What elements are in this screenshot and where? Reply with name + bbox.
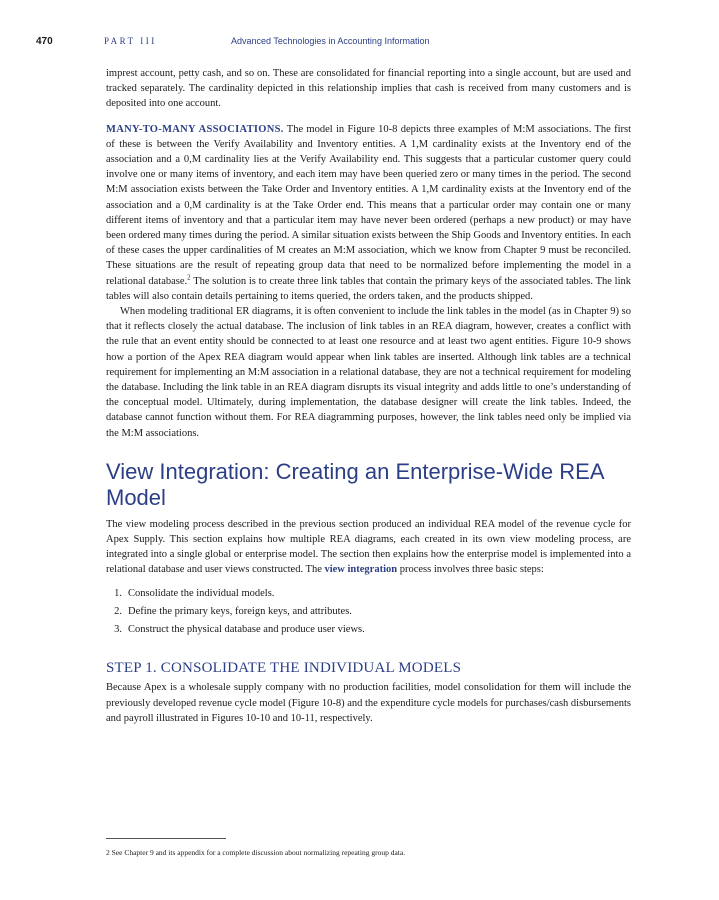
main-content bbox=[106, 66, 631, 726]
steps-list bbox=[106, 586, 631, 638]
section-intro bbox=[106, 517, 631, 578]
step-number: 1. bbox=[114, 587, 122, 599]
section-heading: View Integration: Creating an Enterprise-Wide REA Model bbox=[106, 458, 604, 510]
part-title: Advanced Technologies in Accounting Information bbox=[231, 36, 430, 46]
paragraph-link-tables: When modeling traditional ER diagrams, it is often convenient to include the link tables in the model (as in Chapter 9) so that it reflects closely the actual database. The inclusion of link tables in an REA diagram, however, creates a conflict with the rule that an event entity should be connected to at least one resource and at least two agent entities. Figure 10-9 shows how a portion of the Apex REA diagram would appear when link tables are inserted. Although link tables are a technical requirement for implementing an M:M association in a relational database, they are not a technical requirement for modeling the database. Including the link table in an REA diagram disrupts its visual integrity and adds little to one’s understanding of the conceptual model. Ultimately, during implementation, the database designer will create the link tables. Indeed, the database cannot function without them. For REA diagramming purposes, however, the link tables need only be implied via the M:M associations. bbox=[106, 306, 631, 439]
paragraph-imprest: imprest account, petty cash, and so on. These are consolidated for financial reporting into a single account, but are used and tracked separately. The cardinality depicted in this relationship implies that cash is received from many customers and is deposited into one account. bbox=[106, 68, 631, 110]
paragraph-consolidate: Because Apex is a wholesale supply company with no production facilities, model consolidation for them will include the previously developed revenue cycle model (Figure 10-8) and the expenditure cycle models for purchases/cash disbursements and payroll illustrated in Figures 10-10 and 10-11, respectively. bbox=[106, 682, 631, 724]
step-number: 3. bbox=[114, 624, 122, 636]
paragraph-text: The view modeling process described in the previous section produced an individual REA model of the revenue cycle for Apex Supply. This section explains how multiple REA diagrams, each created in its own view modeling process, are integrated into a single global or enterprise model. The section then explains how the enterprise model is implemented into a relational database and user views constructed. The bbox=[106, 518, 631, 576]
footnote-ref[interactable]: 2 bbox=[187, 273, 191, 282]
footnote: 2 See Chapter 9 and its appendix for a complete discussion about normalizing repeating group data. bbox=[106, 848, 406, 857]
paragraph-text: The model in Figure 10-8 depicts three examples of M:M associations. The first of these is between the Verify Availability and Inventory entities. A 1,M cardinality exists at the Inventory end of the association and a 0,M cardinality lies at the Verify Availability end. This suggests that a particular customer query could involve one or many items of inventory, and each item may have been queried zero or many times in the period. The second M:M association exists between the Take Order and Inventory entities. A 1,M cardinality exists at the Inventory end of the association and a 0,M cardinality is at the Take Order end. This means that a particular order may contain one or many different items of inventory and that a particular item may have never been ordered (perhaps a new product) or may have been ordered many times during the period. A similar situation exists between the Ship Goods and Inventory entities. In each of these cases the upper cardinalities of M creates an M:M association, which we know from Chapter 9 must be reconciled. These situations are the result of repeating group data that need to be normalized before implementing the model in a relational database. bbox=[106, 123, 631, 287]
step-text: Consolidate the individual models. bbox=[128, 587, 275, 599]
run-in-heading: MANY-TO-MANY ASSOCIATIONS. bbox=[106, 123, 284, 135]
paragraph-text: The solution is to create three link tables that contain the primary keys of the associated tables. The link tables will also contain details pertaining to items queried, the orders taken, and the products shipped. bbox=[106, 275, 632, 302]
list-item bbox=[106, 604, 631, 619]
key-term: view integration bbox=[324, 564, 398, 576]
page-number: 470 bbox=[36, 36, 53, 47]
running-header bbox=[36, 36, 696, 50]
step-number: 2. bbox=[114, 605, 122, 617]
paragraph-many-to-many bbox=[106, 122, 631, 304]
subsection-heading: STEP 1. CONSOLIDATE THE INDIVIDUAL MODELS bbox=[106, 660, 462, 677]
footnote-divider bbox=[106, 838, 226, 839]
step-text: Construct the physical database and produce user views. bbox=[128, 624, 365, 636]
part-label: PART III bbox=[104, 36, 157, 46]
list-item bbox=[106, 586, 631, 601]
list-item bbox=[106, 622, 631, 637]
paragraph-text: process involves three basic steps: bbox=[397, 564, 544, 576]
step-text: Define the primary keys, foreign keys, and attributes. bbox=[128, 605, 352, 617]
